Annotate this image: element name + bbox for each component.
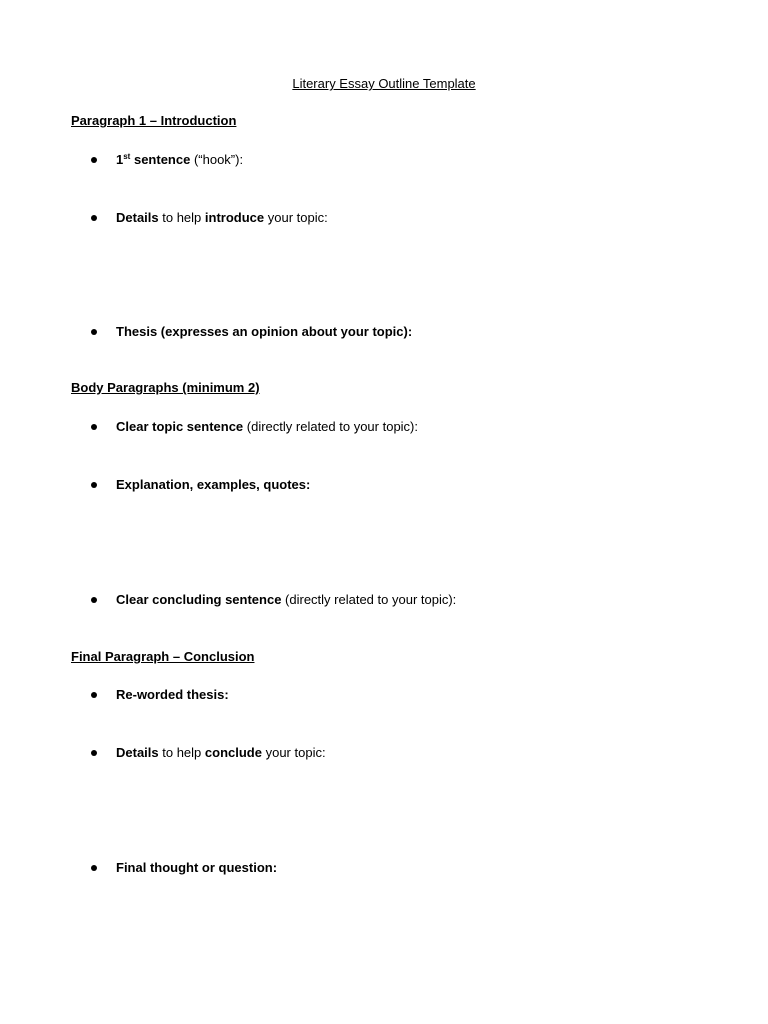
bullet-icon: [91, 597, 97, 603]
list-item-text: Thesis (expresses an opinion about your topic):: [116, 324, 413, 339]
list-item-text: Final thought or question:: [116, 860, 278, 875]
list-item-text: 1st sentence (“hook”):: [116, 152, 244, 167]
bullet-icon: [91, 865, 97, 871]
section-heading-conclusion: Final Paragraph – Conclusion: [71, 649, 255, 664]
list-item-text: Clear concluding sentence (directly related to your topic):: [116, 592, 457, 607]
bullet-icon: [91, 424, 97, 430]
page-title: Literary Essay Outline Template: [292, 76, 476, 91]
list-item-text: Details to help conclude your topic:: [116, 745, 326, 760]
list-item-text: Explanation, examples, quotes:: [116, 477, 311, 492]
bullet-icon: [91, 157, 97, 163]
list-item-text: Details to help introduce your topic:: [116, 210, 328, 225]
bullet-icon: [91, 329, 97, 335]
section-heading-body-paragraphs: Body Paragraphs (minimum 2): [71, 380, 260, 395]
section-heading-introduction: Paragraph 1 – Introduction: [71, 113, 237, 128]
list-item-text: Clear topic sentence (directly related to your topic):: [116, 419, 419, 434]
bullet-icon: [91, 482, 97, 488]
bullet-icon: [91, 750, 97, 756]
bullet-icon: [91, 692, 97, 698]
list-item-text: Re-worded thesis:: [116, 687, 229, 702]
bullet-icon: [91, 215, 97, 221]
